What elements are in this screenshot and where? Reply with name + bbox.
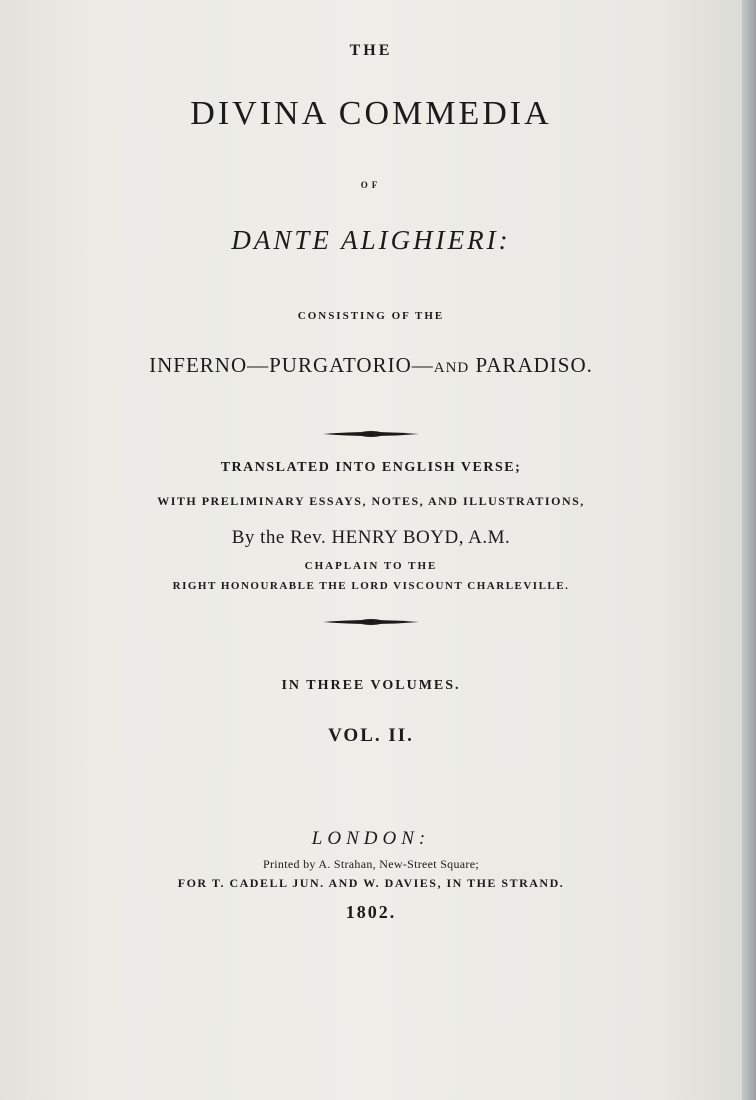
essays-line: WITH PRELIMINARY ESSAYS, NOTES, AND ILLUSTRATIONS, (157, 494, 585, 508)
parts-and: AND (433, 360, 470, 376)
author-name: DANTE ALIGHIERI: (231, 225, 511, 255)
volumes-line: IN THREE VOLUMES. (281, 678, 461, 693)
parts-first: INFERNO—PURGATORIO— (149, 353, 434, 377)
patron-line: RIGHT HONOURABLE THE LORD VISCOUNT CHARLEVILLE. (172, 580, 570, 592)
book-title: DIVINA COMMEDIA (190, 95, 552, 132)
volume-number: VOL. II. (328, 725, 414, 746)
ornamental-rule-top (0, 428, 742, 440)
consisting-line: CONSISTING OF THE (297, 310, 445, 322)
chaplain-line: CHAPLAIN TO THE (304, 560, 438, 572)
publication-year: 1802. (345, 902, 397, 922)
translated-line: TRANSLATED INTO ENGLISH VERSE; (220, 460, 522, 475)
parts-line (0, 353, 742, 378)
imprint-city: LONDON: (311, 828, 431, 849)
publishers-line: FOR T. CADELL JUN. AND W. DAVIES, IN THE STRAND. (177, 876, 565, 890)
translator-line: By the Rev. HENRY BOYD, A.M. (231, 527, 511, 548)
printer-line: Printed by A. Strahan, New-Street Square; (263, 857, 479, 871)
parts-last: PARADISO. (469, 353, 593, 377)
title-article: THE (349, 42, 393, 59)
title-of: OF (360, 180, 382, 190)
ornamental-rule-bottom (0, 616, 742, 628)
page-edge (742, 0, 756, 1100)
